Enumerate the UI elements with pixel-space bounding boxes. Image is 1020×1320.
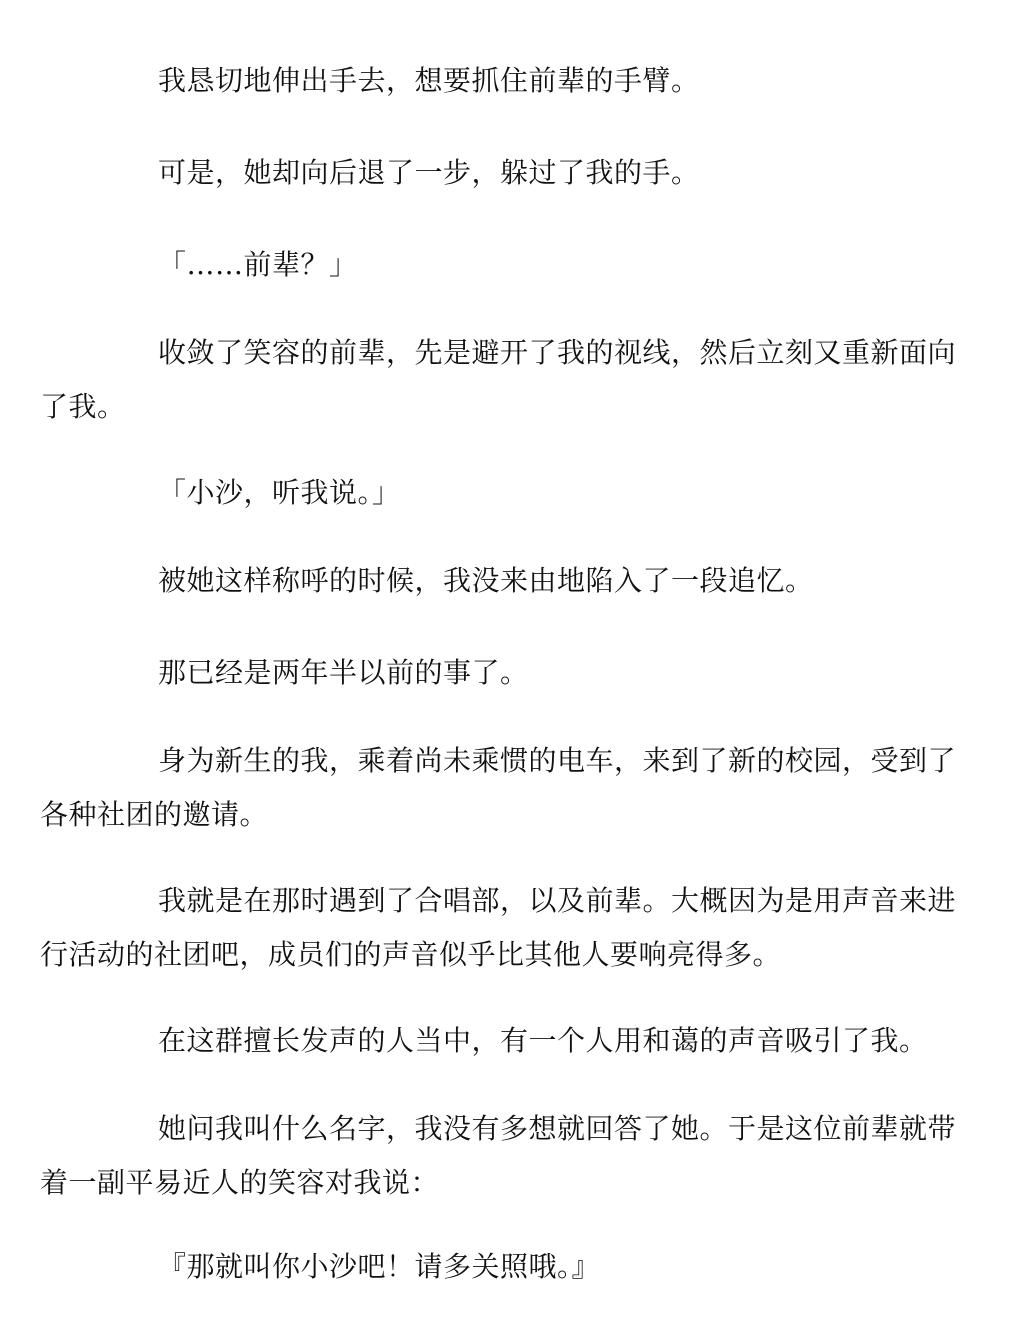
paragraph-10: 在这群擅长发声的人当中，有一个人用和蔼的声音吸引了我。 — [158, 1024, 928, 1057]
paragraph-11: 她问我叫什么名字，我没有多想就回答了她。于是这位前辈就带着一副平易近人的笑容对我说： — [40, 1112, 957, 1199]
paragraph-12: 『那就叫你小沙吧！请多关照哦。』 — [158, 1250, 601, 1283]
paragraph-4: 收敛了笑容的前辈，先是避开了我的视线，然后立刻又重新面向了我。 — [40, 336, 957, 423]
paragraph-7: 那已经是两年半以前的事了。 — [158, 656, 529, 689]
paragraph-6: 被她这样称呼的时候，我没来由地陷入了一段追忆。 — [158, 564, 814, 597]
paragraph-9: 我就是在那时遇到了合唱部，以及前辈。大概因为是用声音来进行活动的社团吧，成员们的声音似乎比其他人要响亮得多。 — [40, 884, 957, 971]
paragraph-5: 「小沙，听我说。」 — [158, 476, 401, 509]
paragraph-2: 可是，她却向后退了一步，躲过了我的手。 — [158, 156, 700, 189]
paragraph-3: 「……前辈？」 — [158, 248, 358, 281]
paragraph-8: 身为新生的我，乘着尚未乘惯的电车，来到了新的校园，受到了各种社团的邀请。 — [40, 744, 957, 831]
paragraph-1: 我恳切地伸出手去，想要抓住前辈的手臂。 — [158, 64, 700, 97]
